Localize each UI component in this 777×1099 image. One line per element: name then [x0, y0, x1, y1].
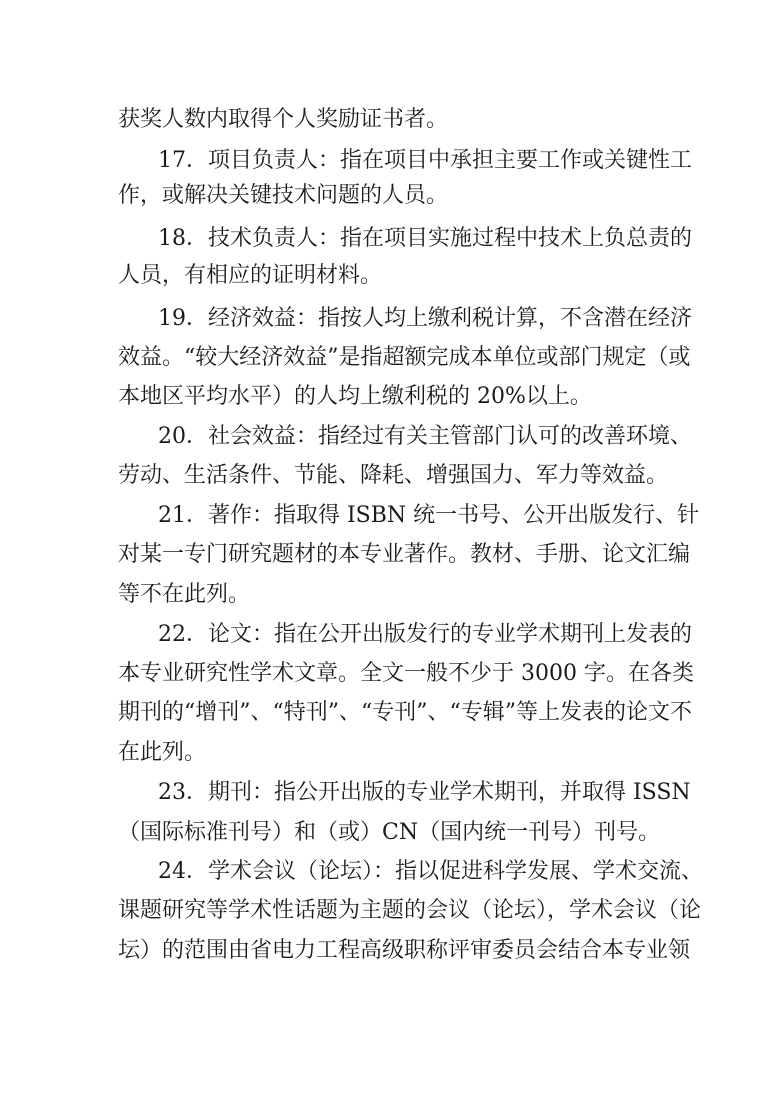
text-line: 20．社会效益：指经过有关主管部门认可的改善环境、: [158, 424, 692, 449]
text-line: 效益。“较大经济效益”是指超额完成本单位或部门规定（或: [118, 345, 691, 370]
text-line: （国际标准刊号）和（或）CN（国内统一刊号）刊号。: [118, 820, 661, 845]
text-line: 本地区平均水平）的人均上缴利税的 20%以上。: [118, 384, 592, 409]
text-line: 等不在此列。: [118, 582, 251, 607]
text-line: 在此列。: [118, 740, 207, 765]
text-line: 劳动、生活条件、节能、降耗、增强国力、军力等效益。: [118, 463, 669, 488]
text-line: 21．著作：指取得 ISBN 统一书号、公开出版发行、针: [158, 503, 700, 528]
text-line: 人员，有相应的证明材料。: [118, 263, 383, 288]
text-line: 期刊的“增刊”、“特刊”、“专刊”、“专辑”等上发表的论文不: [118, 700, 692, 725]
text-line: 对某一专门研究题材的本专业著作。教材、手册、论文汇编: [118, 542, 691, 567]
text-line: 17．项目负责人：指在项目中承担主要工作或关键性工: [158, 148, 692, 173]
text-line: 坛）的范围由省电力工程高级职称评审委员会结合本专业领: [118, 938, 691, 963]
text-line: 18．技术负责人：指在项目实施过程中技术上负总责的: [158, 226, 692, 251]
text-line: 24．学术会议（论坛）：指以促进科学发展、学术交流、: [158, 859, 703, 884]
text-line: 课题研究等学术性话题为主题的会议（论坛），学术会议（论: [118, 898, 702, 923]
text-line: 获奖人数内取得个人奖励证书者。: [118, 107, 449, 132]
text-line: 作，或解决关键技术问题的人员。: [118, 183, 449, 208]
text-line: 19．经济效益：指按人均上缴利税计算，不含潜在经济: [158, 306, 692, 331]
text-line: 23．期刊：指公开出版的专业学术期刊，并取得 ISSN: [158, 780, 691, 805]
text-line: 本专业研究性学术文章。全文一般不少于 3000 字。在各类: [118, 661, 694, 686]
text-line: 22．论文：指在公开出版发行的专业学术期刊上发表的: [158, 622, 692, 647]
